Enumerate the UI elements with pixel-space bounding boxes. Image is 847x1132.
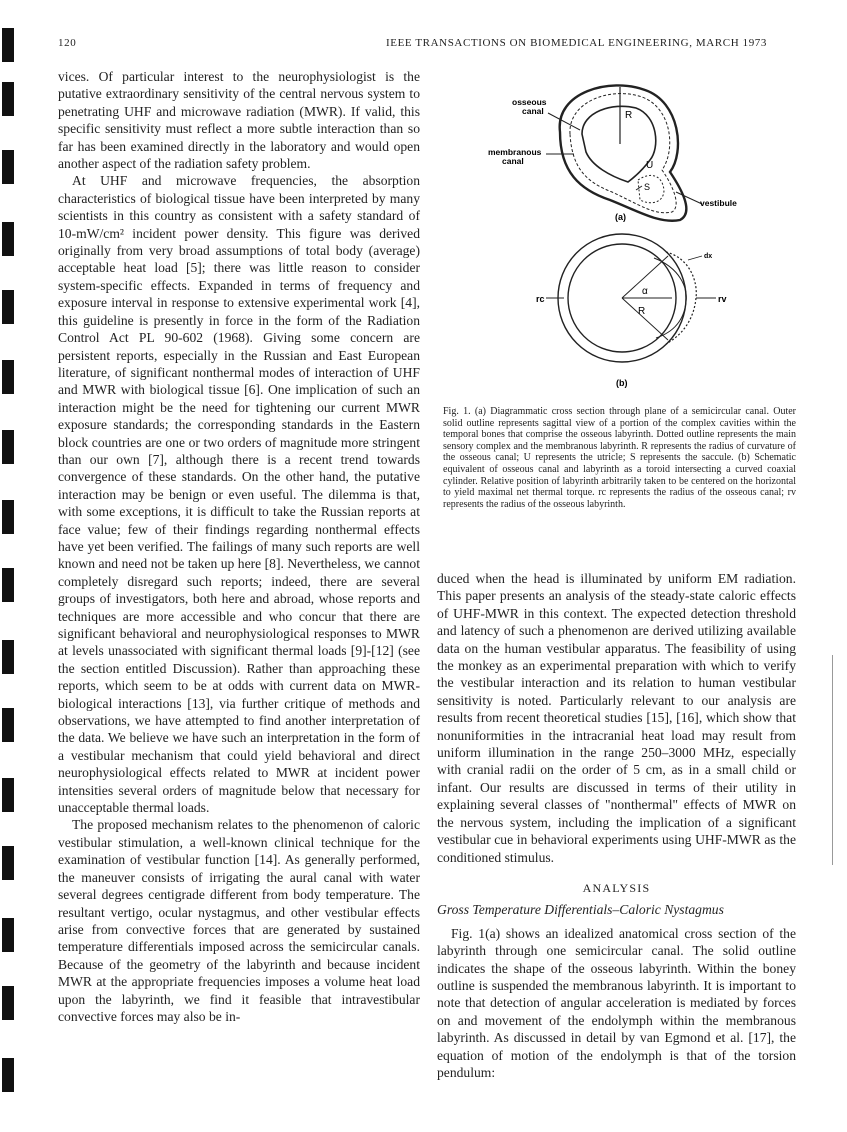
- figure-caption: [443, 406, 796, 510]
- figure-1: [440, 72, 800, 402]
- scan-edge-mark: [2, 986, 14, 1020]
- label-rv: rv: [718, 294, 727, 304]
- scan-edge-mark: [2, 28, 14, 62]
- scan-edge-mark: [2, 500, 14, 534]
- scan-edge-mark: [2, 360, 14, 394]
- label-membranous: membranous: [488, 147, 542, 157]
- paragraph: Fig. 1(a) shows an idealized anatomical cross section of the labyrinth through one semicircular canal. The solid outline indicates the shape of the osseous labyrinth. Within the boney outline is suspended the membranous labyrinth. It is important to note that detection of angular acceleration is mediated by forces on and movement of the endolymph within the membranous labyrinth. As discussed in detail by van Egmond et al. [17], the equation of motion of the endolymph is that of the torsion pendulum:: [437, 925, 796, 1080]
- scan-edge-mark: [2, 222, 14, 256]
- scan-edge-mark: [2, 150, 14, 184]
- paragraph: vices. Of particular interest to the neurophysiologist is the putative extraordinary sensitivity of the central nervous system to penetrating UHF and microwave radiation (MWR). If valid, this specific sensitivity must reflect a more subtle interaction than so far has been examined directly in the laboratory and would open another aspect of the radiation safety problem.: [58, 69, 420, 172]
- margin-mark: [832, 655, 833, 865]
- figure-diagram: [440, 72, 800, 402]
- scan-edge-mark: [2, 640, 14, 674]
- left-column: [58, 68, 420, 1025]
- label-vestibule: vestibule: [700, 198, 737, 208]
- paragraph: The proposed mechanism relates to the phenomenon of caloric vestibular stimulation, a well-known clinical technique for the examination of vestibular function [14]. As generally performed, the maneuver consists of irrigating the aural canal with water several degrees centigrade different from body temperature. The resultant vertigo, ocular nystagmus, and other vestibular effects arise from convective forces that are generated by sustained temperature differentials imposed across the semicircular canals. Because of the geometry of the labyrinth and because incident MWR at the appropriate frequencies imposes a volume heat load upon the labyrinth, we find it feasible that intravestibular convective forces may also be in-: [58, 817, 420, 1024]
- subsection-heading: Gross Temperature Differentials–Caloric Nystagmus: [437, 902, 724, 918]
- label-canal: canal: [522, 106, 544, 116]
- journal-title: IEEE TRANSACTIONS ON BIOMEDICAL ENGINEERING, MARCH 1973: [385, 37, 767, 49]
- label-R-a: R: [625, 110, 633, 121]
- scan-edge-mark: [2, 82, 14, 116]
- caption-text: Fig. 1. (a) Diagrammatic cross section through plane of a semicircular canal. Outer solid outline represents sagittal view of a portion of the complex cavities within the temporal bones that comprise the osseous labyrinth. Dotted outline represents the main sensory complex and the membranous labyrinth. R represents the radius of curvature of the osseous canal; U represents the utricle; S represents the saccule. (b) Schematic equivalent of osseous canal and labyrinth as a toroid intersecting a curved coaxial cylinder. Relative position of labyrinth arbitrarily taken to be centered on the horizontal to yield maximal net thermal torque. rc represents the radius of the osseous canal; rv represents the radius of the osseous labyrinth.: [443, 406, 796, 510]
- paragraph: At UHF and microwave frequencies, the absorption characteristics of biological tissue have been interpreted by many scientists in this country as consistent with a safety standard of 10-mW/cm² incident power density. This figure was derived originally from very broad assumptions of total body (average) acceptable heat load [5]; there was little reason to consider system-specific effects. Expanded in terms of frequency and exposure interval in response to extensive experimental work [4], this guideline is presently in force in the form of the Radiation Control Act PL 90-602 (1968). Giving some concern are persistent reports, especially in the Russian and East European literature, of significant nonthermal modes of interaction of UHF and MWR with biological tissue [6]. One implication of such an interaction might be the need for tightening our current MWR exposure standards; the corresponding standards in the Eastern block countries are one or two orders of magnitude more stringent than our own [7], although there is a recent trend towards convergence of these standards. On the other hand, the putative interaction may be benign or even useful. The dilemma is that, with some exceptions, it is difficult to take the Russian reports at face value; few of their findings regarding nonthermal effects have yet been verified. The failings of many such reports are well known and need not be taken up here [8]. Nevertheless, we cannot completely disregard such reports; indeed, there are several groups of investigators, both here and abroad, whose reports and techniques are more accessible and who concur that there are significant behavioral and neurophysiological responses to MWR at levels unassociated with significant thermal loads [9]-[12] (see the section entitled Discussion). Rather than approaching these reports, which seem to be at odds with current data on MWR-biological interactions [13], via further critique of methods and observations, we have attempted to find another interpretation of the data. We believe we have such an interpretation in the form of a vestibular mechanism that could yield behavioral and direct neurophysiological effects related to MWR at incident power intensities several orders of magnitude below that necessary for unacceptable thermal loads.: [58, 173, 420, 816]
- page-number: 120: [58, 37, 77, 49]
- scan-edge-mark: [2, 918, 14, 952]
- label-dx: dx: [704, 253, 713, 260]
- section-heading: ANALYSIS: [582, 880, 651, 895]
- right-column: [437, 570, 796, 1081]
- scan-edge-mark: [2, 778, 14, 812]
- inner-canal-outline: [582, 106, 656, 182]
- scan-edge-mark: [2, 290, 14, 324]
- label-R-b: R: [638, 306, 646, 317]
- panel-b-label: (b): [616, 378, 628, 388]
- label-canal-2: canal: [502, 156, 524, 166]
- scan-edge-mark: [2, 708, 14, 742]
- scan-edge-mark: [2, 846, 14, 880]
- label-U: U: [646, 160, 654, 171]
- label-osseous: osseous: [512, 97, 547, 107]
- label-alpha: α: [642, 286, 648, 297]
- scan-edge-mark: [2, 1058, 14, 1092]
- label-S: S: [644, 182, 651, 192]
- panel-a-diagram: [546, 85, 702, 220]
- paragraph: duced when the head is illuminated by uniform EM radiation. This paper presents an analysis of the steady-state caloric effects of UHF-MWR in this context. The expected detection threshold and latency of such a phenomenon are derived utilizing available data on the human vestibular apparatus. The feasibility of using the monkey as an experimental preparation with which to verify the vestibular interaction and its relation to human vestibular sensitivity is noted. Particularly relevant to our analysis are results from recent theoretical studies [15], [16], which show that nonuniformities in the intracranial heat load may result from uniform illumination in the range 250–3000 MHz, especially with cranial radii on the order of 5 cm, as in a small child or infant. Our results are discussed in terms of their utility in explaining several classes of "nonthermal" effects of MWR on the nervous system, including the implication of a significant vestibular cue in behavioral experiments using UHF-MWR as the conditioned stimulus.: [437, 571, 796, 865]
- scan-edge-mark: [2, 568, 14, 602]
- scan-edge-mark: [2, 430, 14, 464]
- panel-b-diagram: [546, 234, 716, 362]
- running-header: [58, 37, 767, 53]
- panel-a-label: (a): [615, 212, 626, 222]
- label-rc: rc: [536, 294, 545, 304]
